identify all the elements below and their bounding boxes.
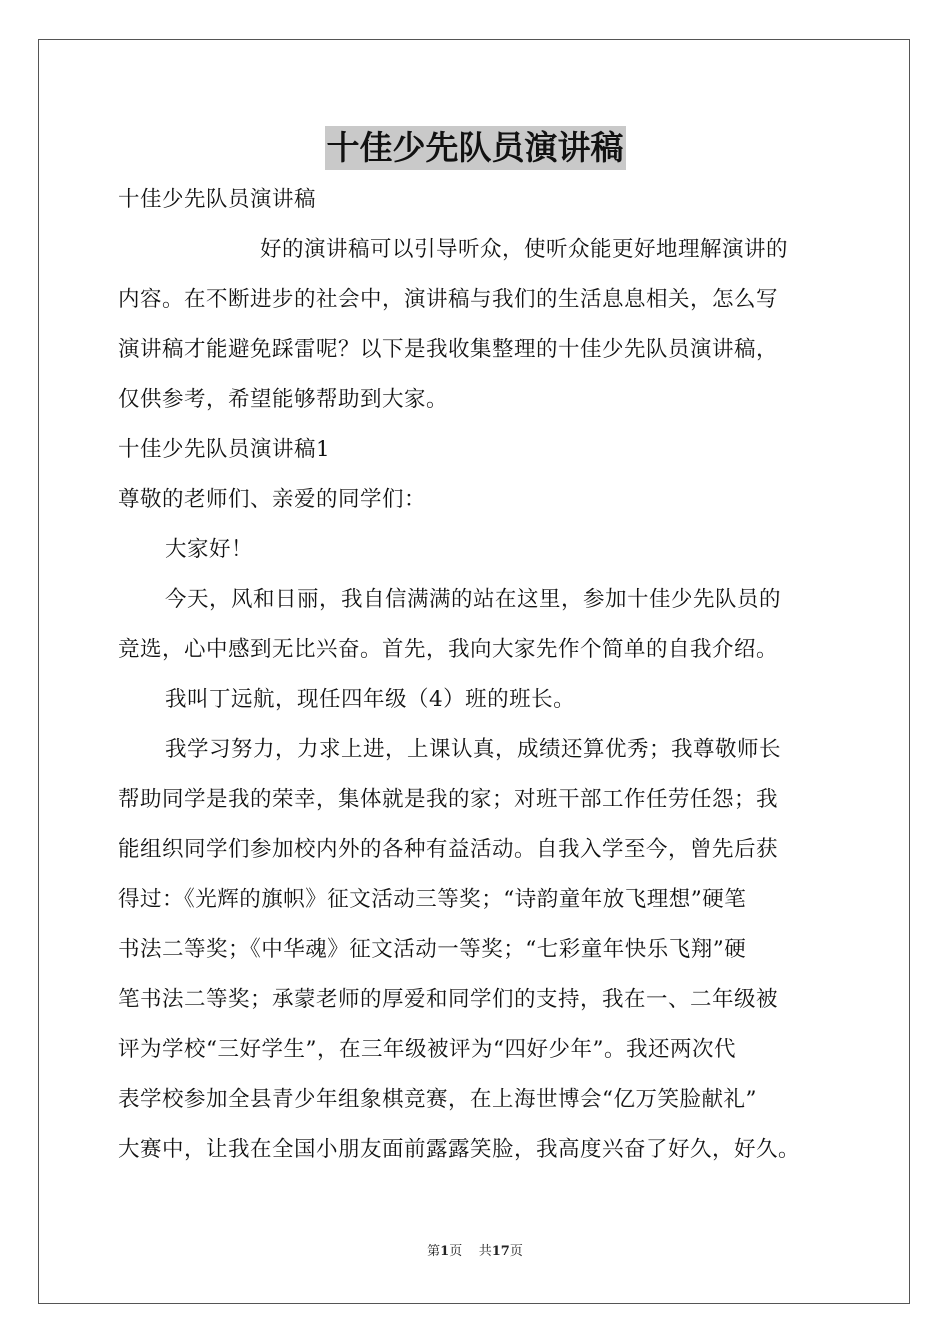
paragraph-line: 内容。在不断进步的社会中，演讲稿与我们的生活息息相关，怎么写 (118, 287, 779, 312)
paragraph-line: 我学习努力，力求上进，上课认真，成绩还算优秀；我尊敬师长 (165, 737, 782, 762)
salutation-line: 尊敬的老师们、亲爱的同学们： (118, 487, 427, 512)
paragraph-line: 表学校参加全县青少年组象棋竞赛，在上海世博会“亿万笑脸献礼” (118, 1087, 757, 1112)
paragraph-line: 帮助同学是我的荣幸，集体就是我的家；对班干部工作任劳任怨；我 (118, 787, 779, 812)
section-heading: 十佳少先队员演讲稿1 (118, 437, 331, 462)
document-body (118, 175, 843, 1175)
paragraph-line: 演讲稿才能避免踩雷呢？以下是我收集整理的十佳少先队员演讲稿， (118, 337, 779, 362)
paragraph-line: 评为学校“三好学生”，在三年级被评为“四好少年”。我还两次代 (118, 1037, 736, 1062)
page-current-number: 1 (440, 1244, 450, 1259)
page-prefix: 第 (427, 1244, 441, 1259)
subtitle-line: 十佳少先队员演讲稿 (118, 187, 317, 212)
page-footer (0, 1240, 950, 1259)
paragraph-line: 能组织同学们参加校内外的各种有益活动。自我入学至今，曾先后获 (118, 837, 779, 862)
paragraph-line: 大赛中，让我在全国小朋友面前露露笑脸，我高度兴奋了好久，好久。 (118, 1137, 801, 1162)
paragraph-line: 得过：《光辉的旗帜》征文活动三等奖；“诗韵童年放飞理想”硬笔 (118, 887, 747, 912)
paragraph-line: 书法二等奖；《中华魂》征文活动一等奖；“七彩童年快乐飞翔”硬 (118, 937, 747, 962)
page-suffix: 页 (509, 1244, 523, 1259)
document-title: 十佳少先队员演讲稿 (325, 126, 626, 170)
paragraph-line: 笔书法二等奖；承蒙老师的厚爱和同学们的支持，我在一、二年级被 (118, 987, 779, 1012)
title-container (0, 126, 950, 170)
page-total-number: 17 (491, 1244, 510, 1259)
paragraph-line: 好的演讲稿可以引导听众，使听众能更好地理解演讲的 (260, 237, 789, 262)
paragraph-line: 我叫丁远航，现任四年级（4）班的班长。 (165, 687, 576, 712)
page-mid: 页 共 (449, 1244, 492, 1259)
paragraph-line: 今天，风和日丽，我自信满满的站在这里，参加十佳少先队员的 (165, 587, 782, 612)
paragraph-line: 竞选，心中感到无比兴奋。首先，我向大家先作个简单的自我介绍。 (118, 637, 779, 662)
paragraph-line: 仅供参考，希望能够帮助到大家。 (118, 387, 449, 412)
greeting-line: 大家好！ (165, 537, 254, 562)
